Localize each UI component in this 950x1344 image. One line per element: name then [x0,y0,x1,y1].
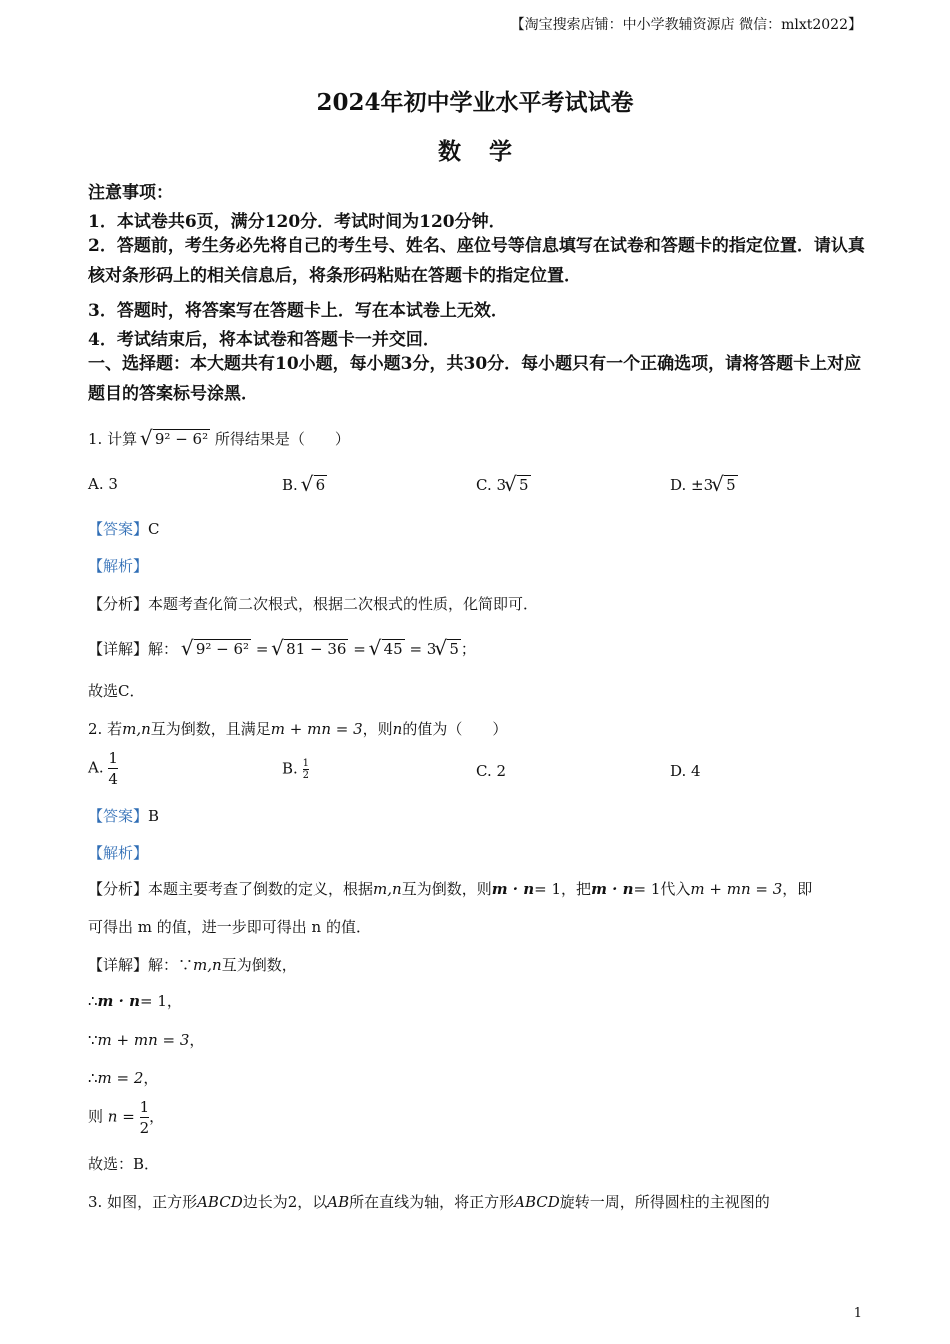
q1-option-b [282,475,327,494]
q1-option-d-radicand: 5 [726,476,736,494]
q2-step-4-den: 2 [139,1119,150,1137]
q2-conclusion: 故选：B． [88,1155,160,1173]
q2-step-2-math: m + mn = 3 [97,1031,190,1049]
q1-option-c-radical [506,475,531,494]
q2-mn: m,n [122,720,151,738]
q2-step-3-sym: ∴ [88,1069,98,1087]
q2-jiexi-tag: 【解析】 [88,844,149,862]
q1-detail [88,638,476,659]
q2-condition: m + mn = 3 [270,720,363,738]
q2-step-2-sym: ∵ [88,1031,98,1049]
q2-step-4-fraction [140,1097,150,1138]
q2-detail-prefix: 解：∵ [148,956,194,974]
q2-step-1 [88,990,182,1011]
q1-suffix: 所得结果是（ ） [214,430,350,448]
q1-detail-radical-3 [371,639,405,658]
q2-option-c: C. 2 [476,762,507,780]
q1-detail-eq-2: = [353,640,366,658]
q2-step-4 [88,1097,164,1138]
q3-abcd: ABCD [197,1193,243,1211]
q2-prefix: 2. 若 [88,720,123,738]
q2-step-1-product: m · n [97,992,140,1010]
q2-option-b-label: B. [282,759,298,778]
q2-jiexi [88,842,148,863]
q3-abcd-2: ABCD [514,1193,560,1211]
q2-analysis-eq-2: = 1 [633,880,661,898]
q1-detail-radicand-4: 5 [449,640,459,658]
header-note: 【淘宝搜索店铺：中小学教辅资源店 微信：mlxt2022】 [510,17,862,33]
q2-analysis-d: 代入 [660,880,691,898]
notice-item-1: 1．本试卷共6页，满分120分．考试时间为120分钟． [88,212,506,232]
q1-answer-value: C [148,520,160,538]
q2-detail-suffix: 互为倒数， [221,956,297,974]
q1-option-a: A. 3 [88,475,118,493]
q1-prefix: 1. 计算 [88,430,138,448]
q2-mid: 互为倒数，且满足 [150,720,271,738]
q2-step-3-end: ， [143,1069,159,1087]
q2-step-4-pre: 则 [88,1107,104,1126]
q2-step-3 [88,1067,158,1088]
q1-detail-radicand-1: 9² − 6² [195,640,250,658]
q1-conclusion: 故选C． [88,682,145,700]
q1-option-c-coef: 3 [496,476,507,494]
q1-jiexi-tag: 【解析】 [88,557,149,575]
q3-text-d: 旋转一周，所得圆柱的主视图的 [559,1193,770,1211]
q2-step-4-end: ， [149,1107,165,1126]
q1-detail-prefix: 解： [148,640,179,658]
q1-analysis [88,593,538,614]
notice-item-3: 3．答题时，将答案写在答题卡上．写在本试卷上无效． [88,301,508,321]
q1-option-c-label: C. [476,476,492,494]
q2-analysis-mn: m,n [373,880,402,898]
q2-option-d: D. 4 [670,762,701,780]
q2-analysis-a: 本题主要考查了倒数的定义，根据 [148,880,374,898]
q2-detail-tag: 【详解】 [88,956,149,974]
q1-analysis-tag: 【分析】 [88,595,149,613]
q1-detail-end: ； [460,640,476,658]
q1-option-b-radicand: 6 [315,476,326,494]
q1-detail-radical-4 [436,639,461,658]
q3-text-b: 边长为2，以 [242,1193,328,1211]
q2-option-b-den: 2 [302,770,309,781]
q3-text-a: 3. 如图，正方形 [88,1193,198,1211]
q2-analysis-condition: m + mn = 3 [690,880,783,898]
q2-analysis-eq: = 1 [534,880,562,898]
q2-answer-value: B [148,807,160,825]
q2-analysis-line-2: 可得出 m 的值，进一步即可得出 n 的值． [88,918,371,936]
q2-step-1-sym: ∴ [88,992,98,1010]
q1-option-d [670,475,738,494]
q2-option-a-num: 1 [108,749,118,767]
q2-analysis [88,878,812,899]
q3-text-c: 所在直线为轴，将正方形 [349,1193,515,1211]
page-title: 2024年初中学业水平考试试卷 [316,89,634,116]
q2-analysis-product: m · n [491,880,535,898]
q2-option-a [88,748,118,789]
q2-option-a-fraction [108,748,118,789]
q1-detail-eq-1: = [255,640,269,658]
q3-ab: AB [327,1193,350,1211]
q1-radical [142,429,210,448]
question-2 [88,718,507,739]
q1-radicand: 9² − 6² [154,430,209,448]
notice-item-4: 4．考试结束后，将本试卷和答题卡一并交回． [88,330,440,350]
q1-jiexi [88,555,148,576]
q1-detail-tag: 【详解】 [88,640,149,658]
section-heading: 一、选择题：本大题共有10小题，每小题3分，共30分．每小题只有一个正确选项，请将答题卡上对应题目的答案标号涂黑． [88,354,862,404]
q2-option-b [282,758,309,781]
q1-option-d-radical [713,475,738,494]
q2-n: n [392,720,403,738]
page-number: 1 [853,1306,862,1321]
q2-step-2 [88,1029,204,1050]
q1-option-c [476,475,531,494]
q2-detail [88,954,297,975]
q2-answer-tag: 【答案】 [88,807,149,825]
q2-analysis-e: ，即 [782,880,813,898]
subject-title: 数学 [438,138,540,165]
q2-analysis-c: ，把 [561,880,592,898]
notice-item-2: 2．答题前，考生务必先将自己的考生号、姓名、座位号等信息填写在试卷和答题卡的指定位置．请认真核对条形码上的相关信息后，将条形码粘贴在答题卡的指定位置． [88,236,865,286]
q2-step-2-end: ， [189,1031,205,1049]
q1-option-c-radicand: 5 [519,476,529,494]
q2-option-a-label: A. [88,758,104,777]
q2-analysis-tag: 【分析】 [88,880,149,898]
q2-option-b-num: 1 [302,758,309,769]
q1-detail-eq-3: = 3 [409,640,437,658]
question-1 [88,428,350,449]
q2-step-3-math: m = 2 [97,1069,144,1087]
q1-detail-radicand-2: 81 − 36 [286,640,347,658]
q1-answer [88,518,160,539]
q1-detail-radical-2 [273,639,348,658]
q2-tail-b: 的值为（ ） [402,720,508,738]
notice-heading: 注意事项： [88,183,173,203]
q1-analysis-text: 本题考查化简二次根式，根据二次根式的性质，化简即可． [148,595,539,613]
q1-option-d-label: D. [670,476,687,494]
q1-option-b-label: B. [282,476,298,494]
q1-option-b-radical [303,475,328,494]
q2-analysis-b: 互为倒数，则 [401,880,492,898]
question-3 [88,1191,770,1212]
q1-detail-radicand-3: 45 [383,640,403,658]
q2-answer [88,805,159,826]
q2-step-4-math: n = [107,1107,135,1126]
q2-tail-a: ，则 [362,720,393,738]
q2-step-1-rest: = 1， [140,992,182,1010]
q2-analysis-product-2: m · n [591,880,634,898]
q1-option-d-coef: ±3 [691,476,714,494]
q2-option-b-fraction [303,758,309,781]
q1-answer-tag: 【答案】 [88,520,149,538]
q2-step-4-num: 1 [139,1098,150,1116]
q2-option-a-den: 4 [108,770,118,788]
q2-detail-mn: m,n [193,956,222,974]
q1-detail-radical-1 [183,639,251,658]
